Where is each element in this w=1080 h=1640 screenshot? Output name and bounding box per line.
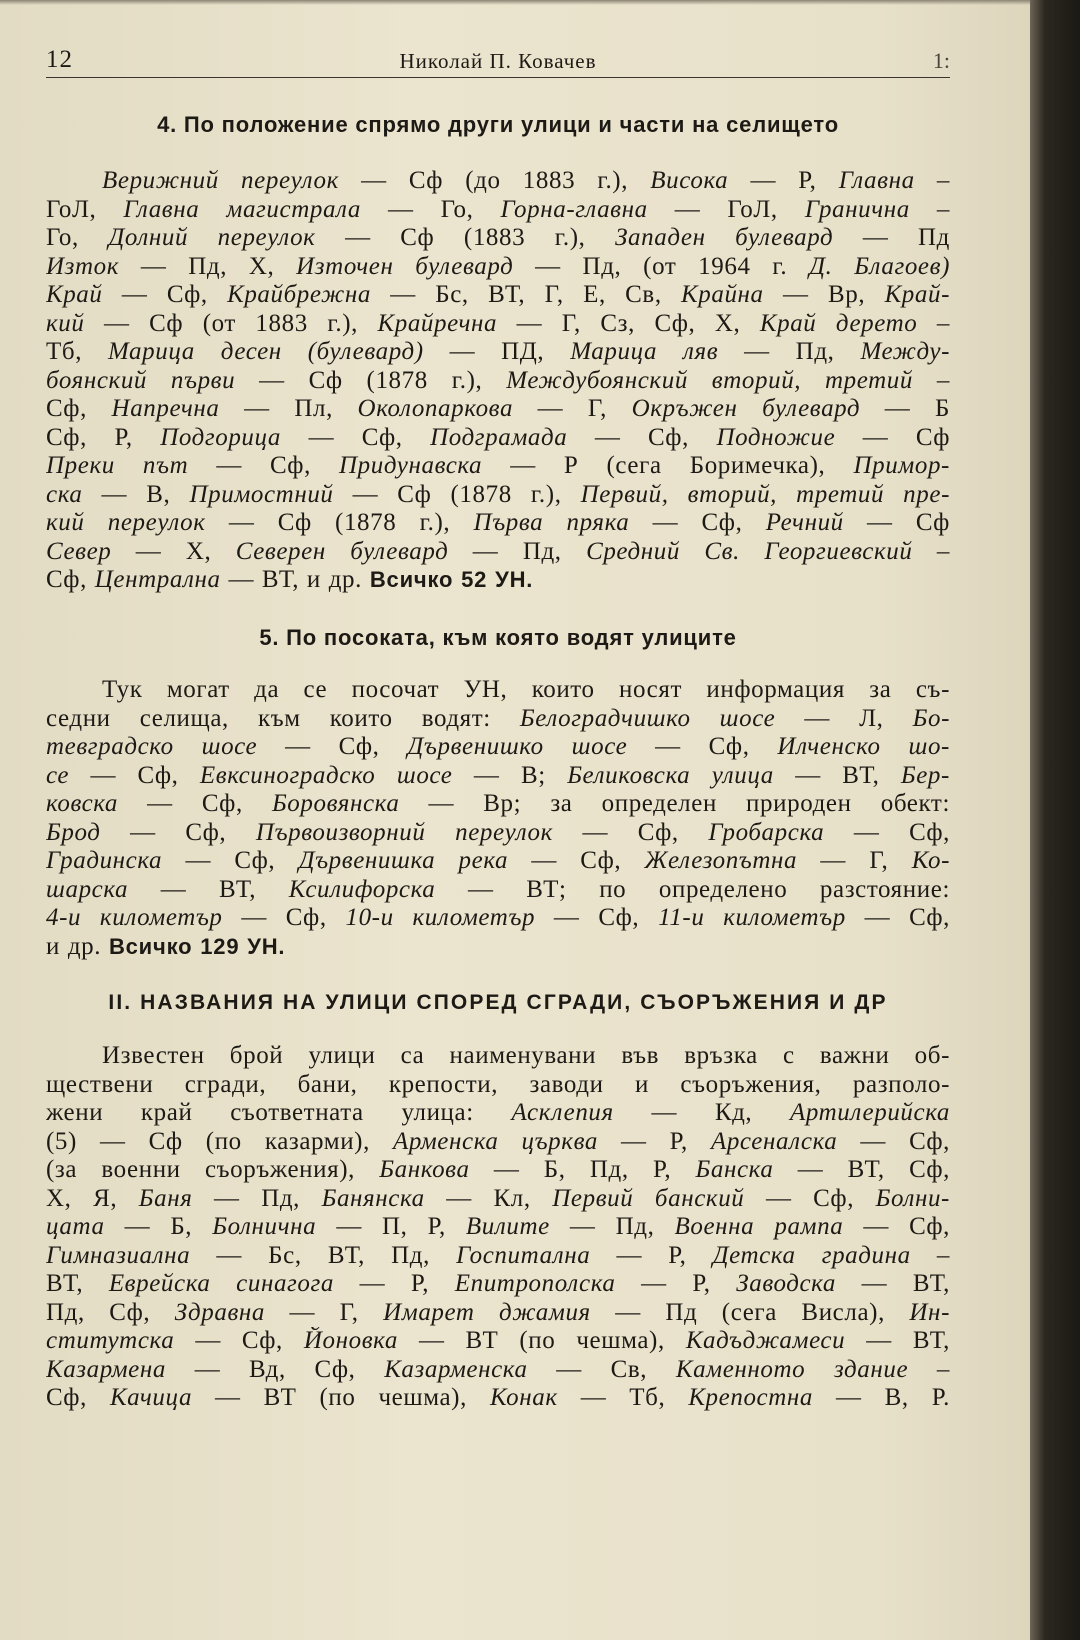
street-name-run: Източен булевард	[296, 252, 514, 280]
text-run: — Сф,	[843, 1213, 950, 1240]
street-count-total: Всичко 52 УН.	[369, 567, 534, 592]
street-name-run: Йоновка	[303, 1327, 398, 1354]
text-run: — П, Р,	[316, 1213, 466, 1240]
text-line	[46, 395, 950, 424]
text-run: — Сф,	[845, 904, 950, 931]
street-name-run: Железопътна	[644, 847, 798, 874]
text-run: — Пд,	[549, 1213, 675, 1240]
text-run: седни селища, към които водят:	[46, 704, 520, 732]
street-name-run: ститутска	[46, 1327, 175, 1354]
text-run: — Г,	[513, 395, 632, 422]
street-name-run: 10-и километър	[345, 904, 536, 931]
text-run: — Св,	[527, 1355, 676, 1383]
street-name-run: Ин-	[909, 1298, 950, 1326]
text-run: — Пд (сега Висла),	[590, 1298, 910, 1326]
street-name-run: ковска	[46, 790, 119, 817]
text-line	[46, 1213, 950, 1242]
text-run: — Сф,	[188, 452, 339, 479]
text-run: — Б	[860, 395, 950, 422]
street-name-run: Долний переулок	[108, 224, 316, 251]
street-name-run: Подграмада	[430, 423, 568, 451]
running-head-right-mark: 1:	[932, 48, 950, 73]
text-line	[46, 1156, 950, 1185]
text-run: — Р,	[615, 1270, 737, 1297]
text-run: Х, Я,	[46, 1184, 139, 1212]
text-line	[46, 281, 950, 310]
text-run: –	[908, 1355, 950, 1383]
text-line	[46, 933, 950, 962]
street-name-run: Банкова	[379, 1156, 470, 1183]
text-run: — ВТ (по чешма),	[192, 1384, 490, 1411]
street-name-run: Арсеналска	[710, 1127, 838, 1155]
street-name-run: Баня	[138, 1184, 193, 1212]
text-run: — Сф (1878 г.),	[205, 509, 474, 536]
text-line	[46, 253, 950, 282]
text-run: — Сф,	[257, 733, 408, 760]
street-name-run: Крайбрежна	[227, 281, 371, 308]
street-name-run: Главна	[838, 167, 915, 194]
street-name-run: шарска	[46, 875, 129, 903]
text-run: Сф,	[46, 566, 95, 593]
street-name-run: Примор-	[853, 452, 950, 479]
text-run: — Вд, Сф,	[165, 1355, 385, 1383]
text-run: — Вр; за определен природен обект:	[399, 790, 950, 817]
text-run: — Л,	[775, 704, 913, 732]
section-body-buildings	[46, 1042, 950, 1413]
street-name-run: Междубоянский вторий, третий	[506, 366, 914, 394]
street-name-run: Край	[46, 281, 103, 308]
section-body-position	[46, 167, 950, 595]
header-rule	[46, 77, 950, 78]
street-name-run: Епитрополска	[454, 1270, 616, 1297]
text-line	[46, 224, 950, 253]
street-count-total: Всичко 129 УН.	[108, 933, 286, 959]
section-heading-direction: 5. По посоката, към която водят улиците	[259, 625, 737, 650]
street-name-run: Ксилифорска	[288, 875, 436, 903]
text-line	[46, 310, 950, 339]
street-name-run: ска	[46, 480, 83, 508]
street-name-run: Изток	[46, 252, 120, 280]
text-run: — В,	[82, 480, 190, 508]
text-run: — Сф,	[118, 790, 272, 817]
text-line	[46, 1042, 950, 1071]
street-name-run: Градинска	[46, 847, 163, 874]
text-line	[46, 1384, 950, 1413]
text-run: — Р (сега Боримечка),	[482, 452, 854, 479]
street-name-run: Брод	[46, 818, 101, 846]
text-run: — Сф,	[222, 904, 346, 931]
page-number: 12	[46, 46, 73, 73]
street-name-run: Подножие	[716, 423, 836, 451]
text-run: — Сф,	[69, 761, 200, 789]
street-name-run: Беликовска улица	[567, 761, 774, 789]
text-run: — Сф,	[508, 847, 645, 874]
text-run: — Сф,	[281, 423, 431, 451]
text-run: — Сф,	[552, 818, 709, 846]
street-name-run: Казарменска	[384, 1355, 528, 1383]
text-run: — Сф,	[567, 423, 717, 451]
text-run: — ВТ; по определено разстояние:	[435, 875, 950, 903]
text-run: (5) — Сф (по казарми),	[46, 1127, 394, 1155]
text-run: — Тб,	[557, 1384, 689, 1411]
street-name-run: Северен булевард	[235, 537, 449, 565]
street-name-run: се	[46, 761, 70, 789]
text-run: –	[909, 195, 950, 223]
text-run: — Сф,	[744, 1184, 876, 1212]
street-name-run: Придунавска	[339, 452, 483, 479]
street-name-run: Заводска	[736, 1270, 836, 1297]
street-name-run: Каменното здание	[675, 1355, 909, 1383]
street-name-run: кий переулок	[46, 509, 206, 536]
street-name-run: тевградско шосе	[46, 733, 258, 760]
street-name-run: Военна рампа	[674, 1213, 844, 1240]
street-name-run: Дървенишка река	[298, 847, 509, 874]
street-name-run: Д. Благоев)	[809, 252, 950, 280]
text-line	[46, 904, 950, 933]
street-name-run: Кадъджамеси	[685, 1327, 846, 1354]
text-line	[46, 367, 950, 396]
text-run: — Г, Сз, Сф, Х,	[497, 309, 760, 337]
text-line	[46, 1242, 950, 1271]
text-run: — ГоЛ,	[647, 195, 805, 223]
text-run: — Пд,	[448, 537, 587, 565]
street-name-run: Окръжен булевард	[631, 395, 861, 422]
street-name-run: цата	[46, 1213, 105, 1240]
street-name-run: 11-и километър	[658, 904, 846, 931]
text-run: — Кл,	[424, 1184, 553, 1212]
street-name-run: Еврейска синагога	[108, 1270, 334, 1297]
street-name-run: Примостний	[189, 480, 334, 508]
street-name-run: Речний	[765, 509, 844, 536]
street-name-run: Артилерийска	[790, 1099, 950, 1126]
street-name-run: Здравна	[174, 1298, 266, 1326]
text-run: — ПД,	[423, 338, 571, 365]
street-name-run: Крайречна	[377, 309, 498, 337]
street-name-run: боянский първи	[46, 366, 236, 394]
street-name-run: Илченско шо-	[777, 733, 950, 760]
street-name-run: Околопаркова	[357, 395, 514, 422]
street-name-run: Госпитална	[456, 1241, 591, 1269]
scan-top-edge	[0, 0, 1030, 5]
text-line	[46, 705, 950, 734]
text-line	[46, 876, 950, 905]
text-run: — Б, Пд, Р,	[469, 1156, 696, 1183]
text-run: и др.	[46, 932, 109, 960]
scan-right-edge	[1030, 0, 1080, 1640]
text-line	[46, 1299, 950, 1328]
street-name-run: Асклепия	[511, 1099, 614, 1126]
text-run: — Сф (от 1883 г.),	[84, 309, 378, 337]
street-name-run: Крайна	[681, 281, 764, 308]
street-name-run: Преки път	[46, 452, 189, 479]
text-run: –	[913, 366, 950, 394]
text-run: — Сф,	[824, 818, 950, 846]
text-run: ГоЛ,	[46, 195, 124, 223]
text-run: — ВТ,	[835, 1270, 950, 1297]
text-line	[46, 196, 950, 225]
text-line	[46, 790, 950, 819]
text-run: — Пд, Х,	[119, 252, 297, 280]
text-run: — Сф	[835, 423, 950, 451]
street-name-run: Бер-	[900, 761, 950, 789]
text-run: — В, Р.	[813, 1384, 950, 1411]
text-line	[46, 1099, 950, 1128]
street-name-run: Качица	[109, 1384, 193, 1411]
text-run: — Сф	[843, 509, 950, 536]
street-name-run: Първа пряка	[473, 509, 630, 536]
text-run: ществени сгради, бани, крепости, заводи и съоръжения, разполо-	[46, 1070, 950, 1098]
text-line	[46, 566, 950, 595]
street-name-run: Детска градина	[712, 1241, 911, 1269]
text-run: –	[914, 167, 950, 194]
chapter-heading-buildings: II. НАЗВАНИЯ НА УЛИЦИ СПОРЕД СГРАДИ, СЪОРЪЖЕНИЯ И ДР	[108, 991, 888, 1014]
text-line	[46, 676, 950, 705]
street-name-run: Марица ляв	[570, 338, 719, 365]
street-name-run: Горна-главна	[500, 195, 648, 223]
street-name-run: Централна	[94, 566, 221, 593]
text-run: — ВТ, и др.	[220, 566, 370, 593]
text-run: Тб,	[46, 338, 108, 365]
street-name-run: Висока	[650, 167, 729, 194]
text-run: — Сф,	[535, 904, 659, 931]
text-run: ВТ,	[46, 1270, 109, 1297]
text-run: — Сф,	[174, 1327, 304, 1354]
text-run: — ВТ, Сф,	[773, 1156, 950, 1183]
street-name-run: Напречна	[111, 395, 220, 422]
text-run: –	[910, 1241, 950, 1269]
street-name-run: Гробарска	[708, 818, 825, 846]
text-run: — ВТ,	[128, 875, 289, 903]
text-line	[46, 481, 950, 510]
text-line	[46, 1128, 950, 1157]
text-run: Го,	[46, 224, 109, 251]
text-run: Сф, Р,	[46, 423, 161, 451]
text-line	[46, 338, 950, 367]
running-head	[46, 44, 950, 76]
section-body-direction	[46, 676, 950, 961]
street-name-run: Казармена	[46, 1355, 166, 1383]
text-run: — Сф,	[629, 509, 766, 536]
text-line	[46, 1270, 950, 1299]
section-heading-position: 4. По положение спрямо други улици и части на селището	[157, 112, 839, 137]
text-run: — Го,	[360, 195, 501, 223]
street-name-run: Верижний переулок	[102, 167, 339, 194]
text-run: — Р,	[728, 167, 839, 194]
text-run: –	[912, 537, 950, 565]
street-name-run: Крепостна	[688, 1384, 813, 1411]
text-run: — Пл,	[219, 395, 358, 422]
text-run: — Р,	[333, 1270, 455, 1297]
text-line	[46, 819, 950, 848]
text-run: — Пд,	[192, 1184, 322, 1212]
text-run: — Сф (1878 г.),	[235, 366, 507, 394]
text-line	[46, 1071, 950, 1100]
text-run: — Х,	[111, 537, 236, 565]
text-run: Сф,	[46, 395, 112, 422]
text-line	[46, 733, 950, 762]
street-name-run: Западен булевард	[615, 224, 834, 251]
text-line	[46, 762, 950, 791]
street-name-run: Вилите	[465, 1213, 550, 1240]
text-run: — Сф,	[627, 733, 778, 760]
text-run: — Р,	[590, 1241, 713, 1269]
street-name-run: Средний Св. Георгиевский	[586, 537, 913, 565]
text-run: — Сф (1878 г.),	[333, 480, 581, 508]
text-run: –	[917, 309, 950, 337]
street-name-run: Банянска	[321, 1184, 425, 1212]
text-run: — Пд, (от 1964 г.	[513, 252, 810, 280]
text-line	[46, 167, 950, 196]
text-run: — Пд	[833, 224, 950, 251]
text-run: — Пд,	[718, 338, 861, 365]
street-name-run: Первий банский	[552, 1184, 745, 1212]
text-run: — ВТ,	[845, 1327, 950, 1354]
street-name-run: Белоградчишко шосе	[519, 704, 776, 732]
text-line	[46, 452, 950, 481]
street-name-run: Евксиноградско шосе	[199, 761, 453, 789]
street-name-run: кий	[46, 309, 85, 337]
text-run: — Сф,	[162, 847, 299, 874]
text-run: — В;	[452, 761, 568, 789]
street-name-run: Боровянска	[271, 790, 400, 817]
text-line	[46, 1356, 950, 1385]
street-name-run: Болни-	[875, 1184, 950, 1212]
text-line	[46, 538, 950, 567]
text-run: — Г,	[265, 1298, 384, 1326]
text-run: — Б,	[104, 1213, 213, 1240]
street-name-run: Север	[46, 537, 112, 565]
text-run: — Сф,	[837, 1127, 950, 1155]
street-name-run: Бо-	[912, 704, 950, 732]
text-run: — Бс, ВТ, Пд,	[190, 1241, 457, 1269]
text-run: (за военни съоръжения),	[46, 1156, 380, 1183]
text-run: — Г,	[797, 847, 912, 874]
text-run: Сф,	[46, 1384, 110, 1411]
street-name-run: 4-и километър	[46, 904, 223, 931]
text-run: — Сф (до 1883 г.),	[338, 167, 651, 194]
street-name-run: Първоизворний переулок	[255, 818, 553, 846]
text-run: — ВТ (по чешма),	[397, 1327, 686, 1354]
text-run: — Р,	[597, 1127, 711, 1155]
text-run: — ВТ,	[773, 761, 901, 789]
street-name-run: Конак	[489, 1384, 558, 1411]
text-run: — Бс, ВТ, Г, Е, Св,	[370, 281, 682, 308]
text-line	[46, 424, 950, 453]
street-name-run: Дървенишко шосе	[407, 733, 628, 760]
text-run: — Кд,	[613, 1099, 791, 1126]
street-name-run: Главна магистрала	[123, 195, 361, 223]
street-name-run: Гимназиална	[46, 1241, 191, 1269]
text-run: Тук могат да се посочат УН, които носят информация за съ-	[102, 676, 950, 703]
text-run: Пд, Сф,	[46, 1298, 175, 1326]
text-line	[46, 1185, 950, 1214]
street-name-run: Болнична	[212, 1213, 317, 1240]
text-line	[46, 509, 950, 538]
text-line	[46, 847, 950, 876]
text-run: — Сф,	[102, 281, 228, 308]
street-name-run: Банска	[695, 1156, 774, 1183]
street-name-run: Гранична	[804, 195, 910, 223]
street-name-run: Первий, вторий, третий пре-	[580, 480, 950, 508]
text-run: Известен брой улици са наименувани във връзка с важни об-	[102, 1042, 950, 1069]
street-name-run: Край-	[884, 281, 950, 308]
text-line	[46, 1327, 950, 1356]
street-name-run: Имарет джамия	[383, 1298, 591, 1326]
text-run: — Сф,	[100, 818, 256, 846]
street-name-run: Марица десен (булевард)	[107, 338, 424, 365]
street-name-run: Ко-	[911, 847, 950, 874]
text-run: — Вр,	[763, 281, 885, 308]
running-head-author: Николай П. Ковачев	[399, 49, 597, 73]
street-name-run: Подгорица	[160, 423, 282, 451]
street-name-run: Арменска църква	[393, 1127, 598, 1155]
text-run: — Сф (1883 г.),	[315, 224, 616, 251]
street-name-run: Край дерето	[759, 309, 918, 337]
street-name-run: Между-	[860, 338, 950, 365]
text-run: жени край съответната улица:	[46, 1099, 512, 1126]
